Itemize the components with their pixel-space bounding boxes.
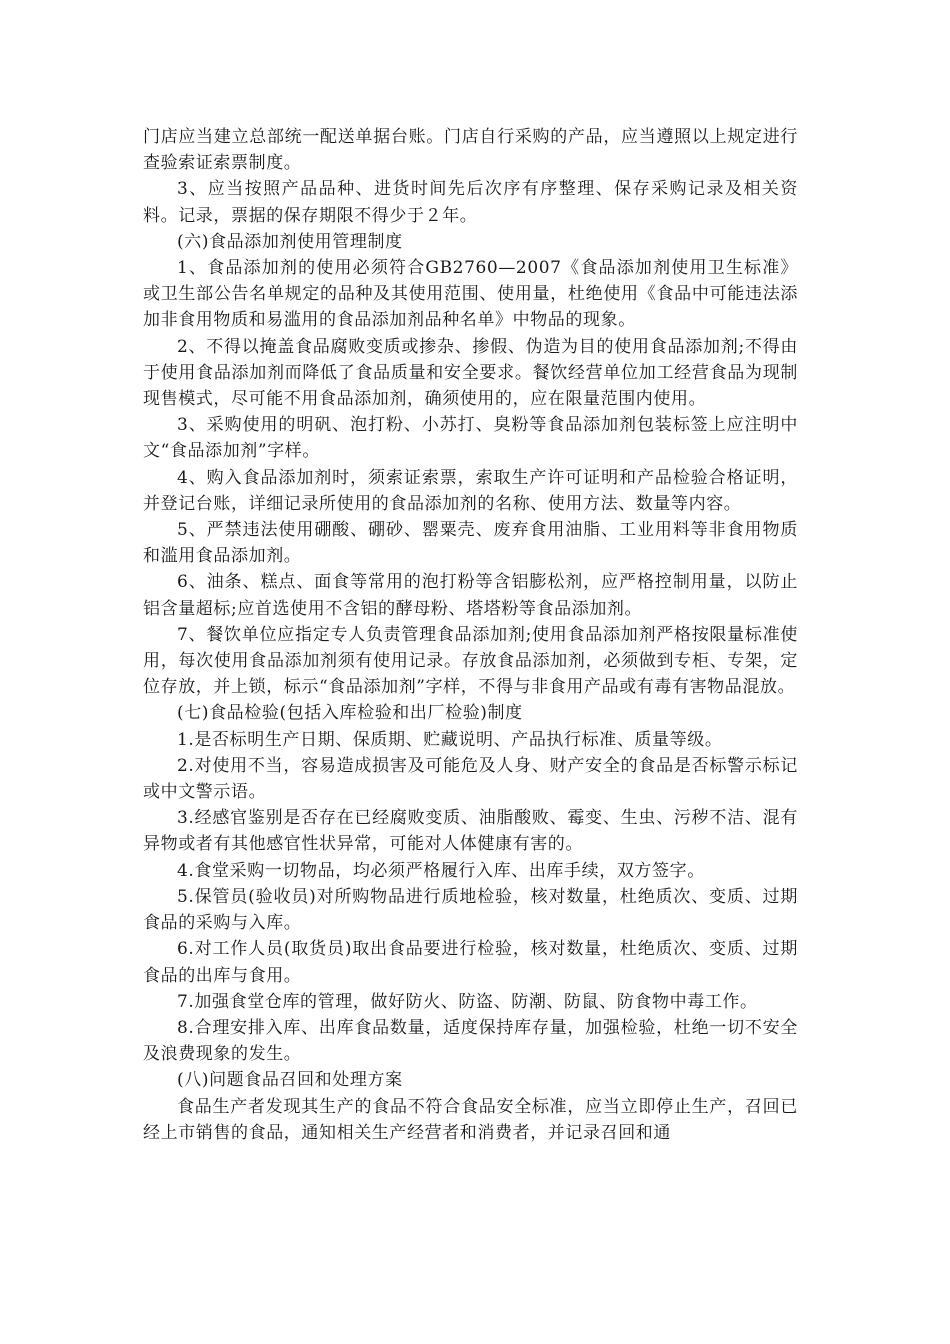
paragraph-inspection-rule-3: 3.经感官鉴别是否存在已经腐败变质、油脂酸败、霉变、生虫、污秽不洁、混有异物或者有其他感官性状异常，可能对人体健康有害的。 (143, 808, 798, 855)
paragraph-additive-rule-7: 7、餐饮单位应指定专人负责管理食品添加剂;使用食品添加剂严格按限量标准使用，每次使用食品添加剂须有使用记录。存放食品添加剂，必须做到专柜、专架，定位存放，并上锁，标示“食品添加剂”字样，不得与非食用产品或有毒有害物品混放。 (143, 624, 798, 698)
section-heading-recall: (八)问题食品召回和处理方案 (177, 1070, 403, 1091)
paragraph-inspection-rule-7: 7.加强食堂仓库的管理，做好防火、防盗、防潮、防鼠、防食物中毒工作。 (177, 991, 758, 1012)
paragraph-inspection-rule-4: 4.食堂采购一切物品，均必须严格履行入库、出库手续，双方签字。 (177, 860, 705, 881)
paragraph-record-keeping: 3、应当按照产品品种、进货时间先后次序有序整理、保存采购记录及相关资料。记录，票据的保存期限不得少于２年。 (143, 179, 798, 226)
paragraph-inspection-rule-2: 2.对使用不当，容易造成损害及可能危及人身、财产安全的食品是否标警示标记或中文警示语。 (143, 755, 798, 803)
paragraph-additive-rule-5: 5、严禁违法使用硼酸、硼砂、罂粟壳、废弃食用油脂、工业用料等非食用物质和滥用食品添加剂。 (143, 520, 798, 567)
paragraph-additive-rule-4: 4、购入食品添加剂时，须索证索票，索取生产许可证明和产品检验合格证明，并登记台账，详细记录所使用的食品添加剂的名称、使用方法、数量等内容。 (143, 467, 798, 514)
section-heading-additives: (六)食品添加剂使用管理制度 (177, 231, 403, 252)
paragraph-store-ledger: 门店应当建立总部统一配送单据台账。门店自行采购的产品，应当遵照以上规定进行查验索证索票制度。 (143, 127, 798, 174)
paragraph-inspection-rule-5: 5.保管员(验收员)对所购物品进行质地检验，核对数量，杜绝质次、变质、过期食品的采购与入库。 (143, 886, 798, 934)
paragraph-additive-rule-1: 1、食品添加剂的使用必须符合GB2760—2007《食品添加剂使用卫生标准》或卫生部公告名单规定的品种及其使用范围、使用量，杜绝使用《食品中可能违法添加非食用物质和易滥用的食品添加剂品种名单》中物品的现象。 (143, 258, 798, 331)
section-heading-inspection: (七)食品检验(包括入库检验和出厂检验)制度 (177, 703, 523, 724)
document-page (143, 124, 798, 1146)
paragraph-additive-rule-2: 2、不得以掩盖食品腐败变质或掺杂、掺假、伪造为目的使用食品添加剂;不得由于使用食品添加剂而降低了食品质量和安全要求。餐饮经营单位加工经营食品为现制现售模式，尽可能不用食品添加剂，确须使用的，应在限量范围内使用。 (143, 336, 798, 410)
paragraph-additive-rule-3: 3、采购使用的明矾、泡打粉、小苏打、臭粉等食品添加剂包装标签上应注明中文“食品添加剂”字样。 (143, 415, 798, 462)
paragraph-inspection-rule-1: 1.是否标明生产日期、保质期、贮藏说明、产品执行标准、质量等级。 (177, 729, 723, 750)
paragraph-inspection-rule-8: 8.合理安排入库、出库食品数量，适度保持库存量，加强检验，杜绝一切不安全及浪费现象的发生。 (143, 1017, 798, 1065)
paragraph-recall-intro: 食品生产者发现其生产的食品不符合食品安全标准，应当立即停止生产，召回已经上市销售的食品，通知相关生产经营者和消费者，并记录召回和通 (143, 1096, 798, 1143)
paragraph-additive-rule-6: 6、油条、糕点、面食等常用的泡打粉等含铝膨松剂，应严格控制用量，以防止铝含量超标;应首选使用不含铝的酵母粉、塔塔粉等食品添加剂。 (143, 572, 798, 619)
paragraph-inspection-rule-6: 6.对工作人员(取货员)取出食品要进行检验，核对数量，杜绝质次、变质、过期食品的出库与食用。 (143, 939, 798, 986)
